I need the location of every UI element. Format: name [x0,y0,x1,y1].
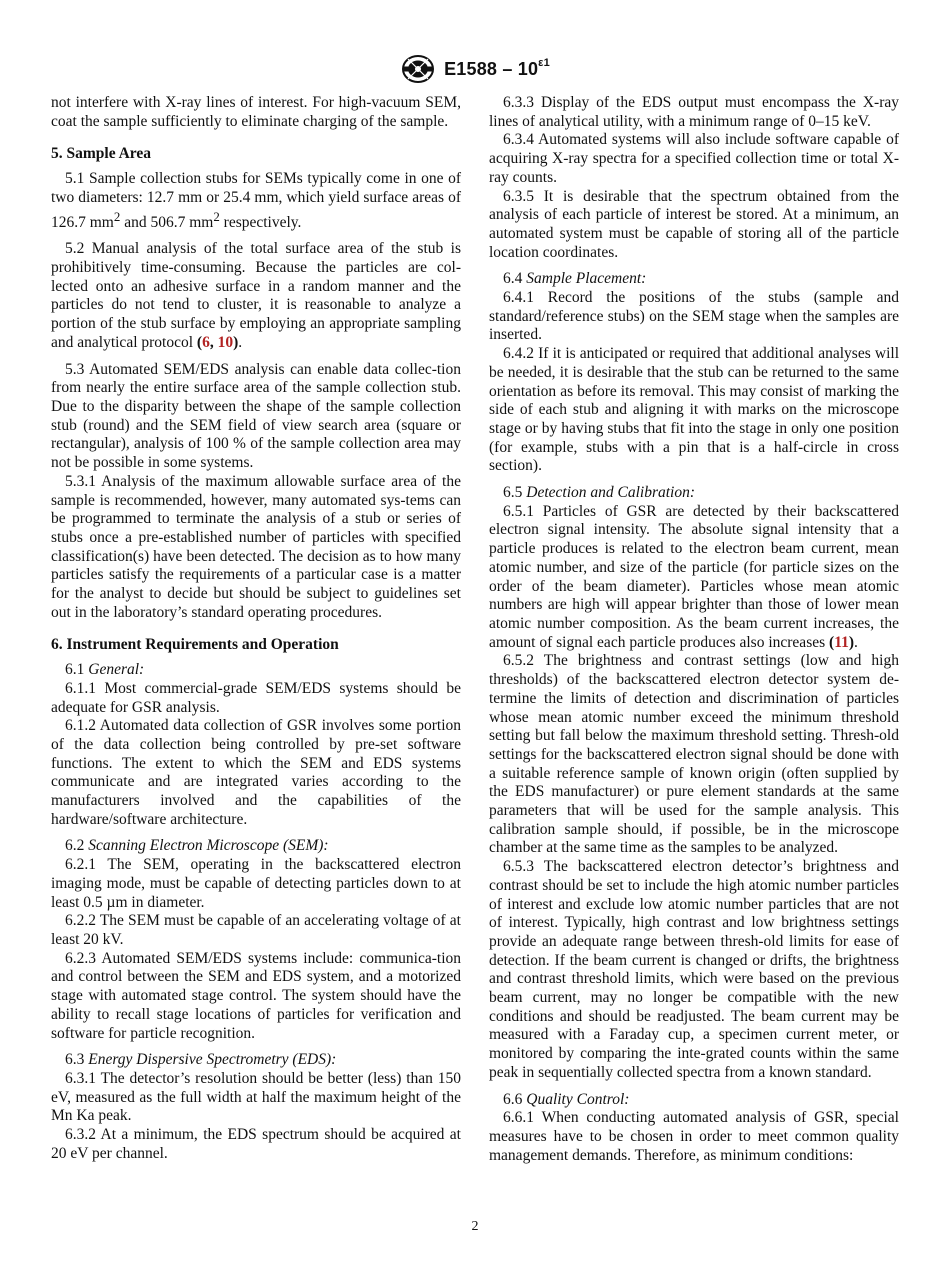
paragraph-6-4-2: 6.4.2 If it is anticipated or required that additional analyses will be needed, it is desirable that the stub can be returned to the same orientation as before its removal. This may consist of marking the side of each stub and aligning it with marks on the microscope stage or by having stubs that fit into the stage in only one position (for example, stubs with a pin that is a half-circle in cross section). [489,345,899,475]
paragraph-6-4: 6.4 Sample Placement: [503,270,647,288]
astm-logo-icon [400,54,436,84]
paragraph-6-3-5: 6.3.5 It is desirable that the spectrum obtained from the analysis of each particle of interest be stored. At a minimum, an automated system must be capable of storing all of the particle location coordinates. [489,187,899,261]
section-6-heading: 6. Instrument Requirements and Operation [51,636,339,654]
reference-link-11[interactable]: 11 [834,633,849,651]
paragraph-6-2: 6.2 Scanning Electron Microscope (SEM): [65,837,329,855]
paragraph-6-3-1: 6.3.1 The detector’s resolution should be better (less) than 150 eV, measured as the full width at half the maximum height of the Mn Ka peak. [51,1069,461,1125]
paragraph-6-5-1: 6.5.1 Particles of GSR are detected by their backscattered electron signal intensity. The absolute signal intensity that a particle produces is related to the electron beam current, mean atomic number, and size of the particle (for particle sizes on the order of the beam diameter). Particles whose mean atomic numbers are high will appear brighter than those of lower mean atomic number composition. As the beam current increases, the amount of signal each particle produces also increases (11). [489,502,899,651]
reference-link-10[interactable]: 10 [217,333,234,351]
paragraph-6-2-2: 6.2.2 The SEM must be capable of an accelerating voltage of at least 20 kV. [51,912,461,948]
paragraph-6-5-3: 6.5.3 The backscattered electron detector’s brightness and contrast should be set to include the high atomic number particles of interest and exclude low atomic number particles that are not of interest. Typically, high contrast and low brightness settings provide an adequate range between thresh-old limits for ease of detection. If the beam current is changed or drifts, the brightness and contrast threshold limits, which were based on the previous beam current, may no longer be compatible with the new conditions and should be readjusted. The beam current may be measured with a Faraday cup, a specimen current meter, or monitored by comparing the inte-grated counts within the same peak in sequentially collected spectra from a known standard. [489,858,899,1081]
paragraph-6-1-2: 6.1.2 Automated data collection of GSR involves some portion of the data collection being controlled by pre-set software functions. The extent to which the SEM and EDS systems communicate and are integrated varies according to the manufacturers involved and the capabilities of the hardware/software architecture. [51,717,461,828]
paragraph-6-3: 6.3 Energy Dispersive Spectrometry (EDS): [65,1051,337,1069]
paragraph-5-1: 5.1 Sample collection stubs for SEMs typically come in one of two diameters: 12.7 mm or 25.4 mm, which yield surface areas of 126.7 $mm^2$ and 506.7 $mm^2$ respectively. [51,170,461,231]
section-5-heading: 5. Sample Area [51,145,152,163]
paragraph-6-4-1: 6.4.1 Record the positions of the stubs (sample and standard/reference stubs) on the SEM stage when the samples are inserted. [489,289,899,344]
paragraph-6-6: 6.6 Quality Control: [503,1090,630,1108]
paragraph-6-2-1: 6.2.1 The SEM, operating in the backscattered electron imaging mode, must be capable of detecting particles down to at least 0.5 µm in diameter. [51,856,461,911]
paragraph-6-5: 6.5 Detection and Calibration: [503,484,696,502]
paragraph-6-3-3: 6.3.3 Display of the EDS output must encompass the X-ray lines of analytical utility, with a minimum range of 0–15 keV. [489,94,899,130]
paragraph-5-2: 5.2 Manual analysis of the total surface area of the stub is prohibitively time-consuming. Because the particles are col-lected onto an adhesive surface in a random manner and the particles do not tend to cluster, it is reasonable to analyze a portion of the stub surface by employing an appropriate sampling and analytical protocol (6, 10). [51,240,461,351]
paragraph-intro: not interfere with X-ray lines of interest. For high-vacuum SEM, coat the sample sufficiently to eliminate charging of the sample. [51,94,461,130]
designation-superscript: ε1 [538,56,550,69]
page-header [0,54,950,84]
paragraph-6-1: 6.1 General: [65,661,145,679]
page-number: 2 [471,1219,479,1234]
standard-designation: $E1588 - 10^{\varepsilon 1}$ [444,56,550,79]
paragraph-5-3-1: 5.3.1 Analysis of the maximum allowable surface area of the sample is recommended, however, many automated sys-tems can be programmed to terminate the analysis of a stub or series of stubs once a pre-established number of particles with specified classification(s) have been detected. The decision as to how many particles satisfy the requirements of a particular case is a matter for the analyst to decide but should be subject to guidelines set out in the laboratory’s standard operating procedures. [51,472,461,621]
right-column [489,94,899,1165]
left-column [51,94,461,1163]
paragraph-6-6-1: 6.6.1 When conducting automated analysis of GSR, special measures have to be chosen in order to meet common quality management demands. Therefore, as minimum conditions: [489,1109,899,1164]
paragraph-6-5-2: 6.5.2 The brightness and contrast settings (low and high thresholds) of the backscattered electron detector system de-termine the limits of detection and discrimination of particles whose mean atomic number exceed the minimum threshold setting but fall below the maximum threshold setting. Thresh-old settings for the backscattered electron signal should be done with a suitable reference sample of known origin (often supplied by the EDS manufacturer) or pure element standards at the same parameters that will be used for the sample analysis. This calibration sample should, if possible, be in the microscope chamber at the same time as the samples to be analyzed. [489,652,899,857]
paragraph-6-3-2: 6.3.2 At a minimum, the EDS spectrum should be acquired at 20 eV per channel. [51,1126,461,1162]
paragraph-5-3: 5.3 Automated SEM/EDS analysis can enable data collec-tion from nearly the entire surface area of the sample collection stub. Due to the disparity between the shape of the sample collection stub (round) and the SEM field of view search area (square or rectangular), analysis of 100 % of the sample collection area may not be possible in some systems. [51,360,461,472]
paragraph-6-3-4: 6.3.4 Automated systems will also include software capable of acquiring X-ray spectra for a specified collection time or total X-ray counts. [489,131,899,186]
paragraph-6-1-1: 6.1.1 Most commercial-grade SEM/EDS systems should be adequate for GSR analysis. [51,679,461,716]
paragraph-6-2-3: 6.2.3 Automated SEM/EDS systems include: communica-tion and control between the SEM and EDS system, and a motorized stage with automated stage control. The system should have the ability to recall stage locations of particles for verification and software for particle recognition. [51,949,461,1042]
reference-link-6[interactable]: 6 [202,333,210,351]
